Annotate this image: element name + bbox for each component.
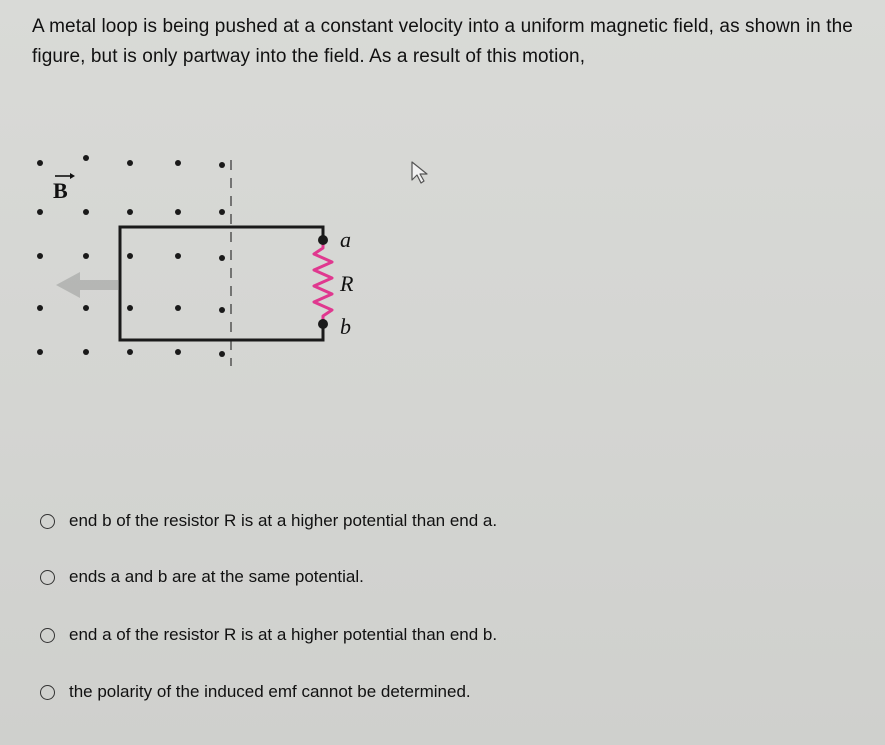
field-dot bbox=[175, 209, 181, 215]
field-dot bbox=[83, 349, 89, 355]
field-dot bbox=[219, 209, 225, 215]
field-dot bbox=[219, 307, 225, 313]
field-dot bbox=[37, 349, 43, 355]
question-line-1: A metal loop is being pushed at a constant velocity into a uniform magnetic field, as shown in the bbox=[32, 16, 853, 37]
metal-loop bbox=[120, 227, 323, 340]
question-line-2: figure, but is only partway into the field. As a result of this motion, bbox=[32, 46, 586, 67]
question-text bbox=[32, 12, 872, 72]
figure-svg bbox=[0, 130, 420, 450]
field-dot bbox=[37, 253, 43, 259]
field-dot bbox=[83, 209, 89, 215]
field-dot bbox=[83, 305, 89, 311]
field-dot bbox=[127, 209, 133, 215]
radio-button[interactable] bbox=[40, 570, 55, 585]
field-dot bbox=[175, 160, 181, 166]
terminal-b bbox=[318, 319, 328, 329]
choice-label: the polarity of the induced emf cannot be determined. bbox=[69, 682, 471, 701]
choice-label: ends a and b are at the same potential. bbox=[69, 567, 364, 586]
radio-button[interactable] bbox=[40, 685, 55, 700]
field-label: B bbox=[53, 178, 68, 203]
field-dot bbox=[127, 305, 133, 311]
choice-label: end a of the resistor R is at a higher potential than end b. bbox=[69, 625, 498, 644]
choice-2[interactable] bbox=[40, 562, 364, 592]
radio-button[interactable] bbox=[40, 514, 55, 529]
field-dot bbox=[175, 305, 181, 311]
choice-3[interactable] bbox=[40, 620, 497, 650]
terminal-a-label: a bbox=[340, 227, 351, 252]
field-dot bbox=[37, 209, 43, 215]
choice-1[interactable] bbox=[40, 506, 497, 536]
field-dot bbox=[83, 253, 89, 259]
field-dot bbox=[83, 155, 89, 161]
terminal-a bbox=[318, 235, 328, 245]
field-dot bbox=[219, 255, 225, 261]
mouse-pointer-icon bbox=[410, 160, 430, 186]
resistor-label: R bbox=[340, 271, 354, 296]
field-dot bbox=[127, 349, 133, 355]
field-dot bbox=[175, 349, 181, 355]
field-dot bbox=[127, 253, 133, 259]
field-dot bbox=[37, 305, 43, 311]
velocity-arrow bbox=[56, 272, 118, 298]
field-dot bbox=[127, 160, 133, 166]
choice-4[interactable] bbox=[40, 677, 471, 707]
field-vector-label bbox=[53, 173, 75, 203]
field-dot bbox=[37, 160, 43, 166]
field-dot bbox=[219, 351, 225, 357]
radio-button[interactable] bbox=[40, 628, 55, 643]
terminal-b-label: b bbox=[340, 314, 351, 339]
field-dot bbox=[219, 162, 225, 168]
field-dot bbox=[175, 253, 181, 259]
magnetic-field-figure bbox=[0, 130, 420, 450]
choice-label: end b of the resistor R is at a higher potential than end a. bbox=[69, 511, 498, 530]
